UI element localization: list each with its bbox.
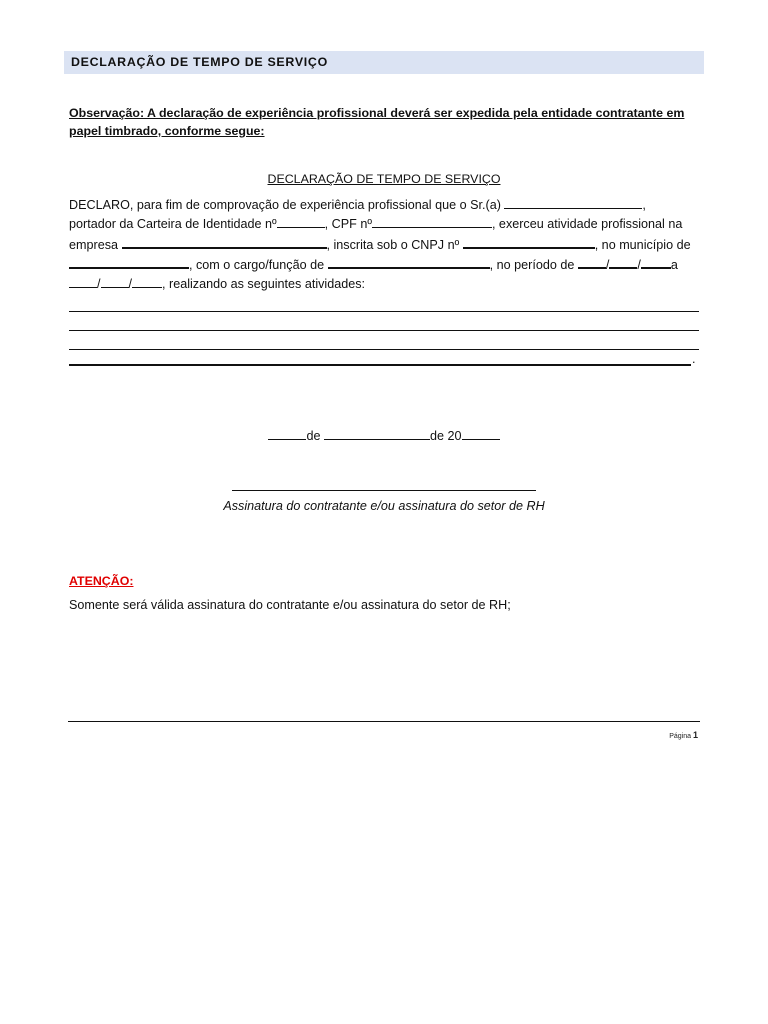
date-de-2: de 20 [430, 429, 462, 443]
activity-line-2[interactable] [69, 330, 699, 331]
declaration-title: DECLARAÇÃO DE TEMPO DE SERVIÇO [267, 172, 501, 186]
company-blank[interactable] [122, 235, 327, 249]
activity-line-4[interactable] [69, 364, 691, 366]
period-label: , no período de [489, 257, 578, 272]
id-card-blank[interactable] [277, 215, 325, 228]
slash: / [97, 277, 101, 292]
start-month-blank[interactable] [609, 255, 637, 269]
document-title: DECLARAÇÃO DE TEMPO DE SERVIÇO [71, 55, 328, 69]
cnpj-blank[interactable] [463, 235, 595, 249]
date-line [0, 427, 768, 443]
body-line-4 [69, 255, 701, 275]
cpf-blank[interactable] [372, 215, 492, 228]
comma: , [642, 198, 646, 212]
slash: / [637, 257, 641, 272]
declaration-body [69, 196, 701, 294]
declaration-text: DECLARO, para fim de comprovação de experiência profissional que o Sr.(a) [69, 198, 505, 212]
activity-line-1[interactable] [69, 311, 699, 312]
signature-line[interactable] [232, 490, 536, 491]
activity-period: . [692, 352, 696, 366]
slash: / [605, 257, 610, 272]
end-day-blank[interactable] [69, 275, 97, 288]
month-blank[interactable] [324, 427, 430, 440]
start-day-blank[interactable] [578, 255, 606, 269]
page-indicator [669, 730, 698, 740]
attention-label: ATENÇÃO: [69, 574, 134, 588]
activity-text: , exerceu atividade profissional na [491, 217, 683, 232]
cpf-label: , CPF nº [324, 217, 372, 232]
role-blank[interactable] [328, 255, 490, 269]
page-label: Página [669, 733, 692, 740]
activity-line-3[interactable] [69, 349, 699, 350]
day-blank[interactable] [268, 427, 306, 440]
city-label: , no município de [594, 237, 691, 252]
body-line-5 [69, 275, 701, 294]
body-line-3 [69, 235, 701, 255]
company-label: empresa [69, 237, 122, 252]
observation-note: Observação: A declaração de experiência profissional deverá ser expedida pela entidade contratante em papel timbrado, conforme segue: [69, 106, 685, 138]
page-number: 1 [692, 730, 698, 740]
id-card-label: portador da Carteira de Identidade nº [69, 217, 277, 232]
year-blank[interactable] [462, 427, 500, 440]
header-bar [64, 51, 704, 74]
activities-label: , realizando as seguintes atividades: [162, 277, 366, 292]
signature-caption: Assinatura do contratante e/ou assinatura do setor de RH [223, 499, 545, 513]
cnpj-label: , inscrita sob o CNPJ nº [326, 237, 463, 252]
period-to-label: a [670, 257, 678, 272]
end-year-blank[interactable] [132, 275, 162, 288]
slash: / [128, 277, 132, 292]
role-label: , com o cargo/função de [189, 257, 328, 272]
start-year-blank[interactable] [641, 255, 671, 269]
city-blank[interactable] [69, 255, 189, 269]
name-blank[interactable] [504, 196, 642, 209]
date-de-1: de [306, 429, 324, 443]
attention-text: Somente será válida assinatura do contratante e/ou assinatura do setor de RH; [69, 598, 511, 612]
end-month-blank[interactable] [101, 275, 129, 288]
body-line-2 [69, 215, 701, 234]
footer-divider [68, 721, 700, 722]
body-line-1 [69, 196, 701, 215]
